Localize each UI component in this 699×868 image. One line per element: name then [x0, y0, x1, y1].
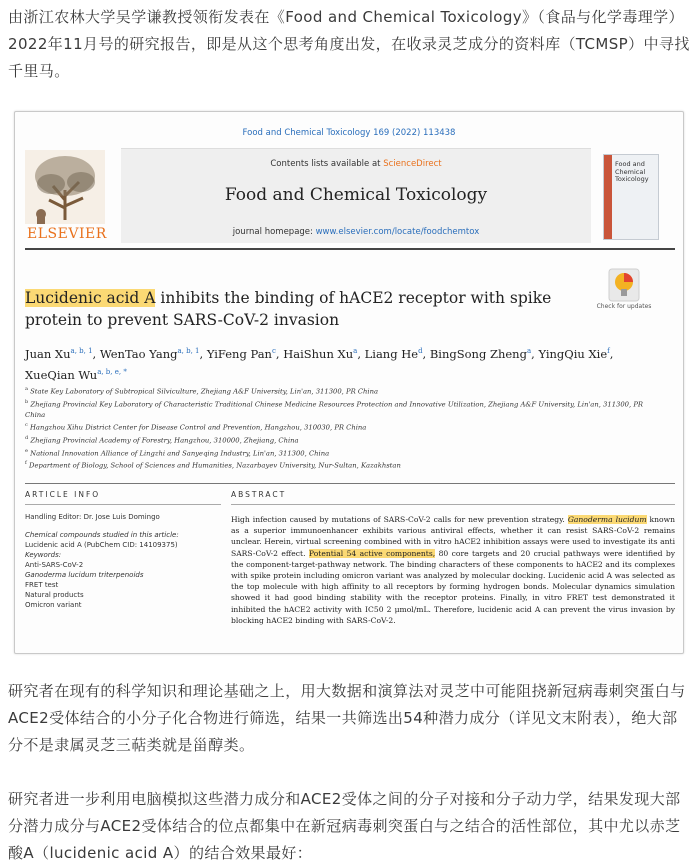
affiliation-text: Hangzhou Xihu District Center for Disease Control and Prevention, Hangzhou, 310030, PR China — [27, 423, 367, 432]
author-affiliation-mark[interactable]: a — [526, 347, 532, 355]
author-name[interactable]: HaiShun Xu — [283, 346, 354, 361]
affiliation-mark: a — [25, 386, 28, 392]
section-divider — [25, 483, 675, 484]
contents-line — [121, 159, 591, 169]
check-for-updates-icon[interactable] — [607, 267, 641, 303]
affiliation-item — [25, 458, 665, 471]
abstract-rule — [231, 504, 675, 505]
affiliation-text: National Innovation Alliance of Lingzhi and Sanyeqing Industry, Lin'an, 311300, China — [27, 448, 330, 457]
affiliation-item — [25, 397, 665, 420]
homepage-link[interactable]: www.elsevier.com/locate/foodchemtox — [315, 227, 480, 237]
journal-cover — [603, 154, 659, 240]
abstract-segment: High infection caused by mutations of SARS-CoV-2 calls for new prevention strategy. — [231, 515, 568, 524]
keyword-item: Omicron variant — [25, 601, 82, 609]
keywords-label: Keywords: — [25, 551, 62, 559]
sciencedirect-link[interactable]: ScienceDirect — [383, 159, 442, 169]
body-paragraph-3: 研究者进一步利用电脑模拟这些潜力成分和ACE2受体之间的分子对接和分子动力学，结果发现大部分潜力成分与ACE2受体结合的位点都集中在新冠病毒刺突蛋白与之结合的活性部位，其中尤以赤芝酸A（lucidenic acid A）的结合效果最好： — [8, 790, 681, 862]
author-affiliation-mark[interactable]: a, b, 1 — [70, 347, 93, 355]
affiliation-text: Department of Biology, School of Sciences and Humanities, Nazarbayev University, Nur-Sultan, Kazakhstan — [26, 461, 401, 470]
article-info-rule — [25, 504, 221, 505]
author-name[interactable]: YiFeng Pan — [206, 346, 272, 361]
keyword-item: FRET test — [25, 581, 59, 589]
article-info — [25, 512, 221, 610]
abstract-text — [231, 514, 675, 626]
author-affiliation-mark[interactable]: a, b, 1 — [177, 347, 200, 355]
author-name[interactable]: XueQian Wu — [25, 367, 98, 382]
homepage-prefix: journal homepage: — [232, 227, 316, 237]
journal-reference[interactable]: Food and Chemical Toxicology 169 (2022) 113438 — [242, 128, 456, 138]
keyword-item: Natural products — [25, 591, 84, 599]
keyword-list — [25, 560, 221, 610]
check-updates-label: Check for updates — [596, 303, 652, 310]
abstract-highlight: Potential 54 active components, — [308, 548, 436, 558]
abstract-segment: 80 core targets and 20 crucial pathways were identified by the component-target-pathway network. The binding characters of these components to hACE2 and its complexes with spike protein including omicron variant was analyzed by molecular docking. Lucidenic acid A was selected as the top molecule with high affinity to all receptors by forming hydrogen bonds. Molecular dynamics simulation showed it had good binding stability with the receptor proteins. Finally, in vitro FRET test demonstrated it inhibited the hACE2 activity with IC50 2 μmol/mL. Therefore, lucidenic acid A can prevent the virus invasion by blocking hACE2 binding with SARS-CoV-2. — [231, 548, 675, 625]
paper-screenshot — [14, 111, 684, 654]
banner-divider — [25, 248, 675, 250]
affiliation-mark: b — [25, 398, 29, 405]
author-name[interactable]: BingSong Zheng — [429, 346, 527, 361]
author-affiliation-mark[interactable]: a — [353, 347, 358, 355]
author-name[interactable]: Liang He — [364, 346, 419, 361]
affiliation-item — [25, 384, 665, 397]
compound-entry: Lucidenic acid A (PubChem CID: 14109375) — [25, 541, 178, 549]
compounds-heading: Chemical compounds studied in this article: — [25, 531, 179, 539]
cover-stripe — [604, 155, 612, 239]
abstract-segment: known as a superior immunoenhancer exhibits various antiviral effects, whether it can resist SARS-CoV-2 remains unclear. Herein, virtual screening combined with in vitro hACE2 inhibition assays were used to investigate its anti SARS-CoV-2 effect. — [231, 515, 676, 558]
author-name[interactable]: Juan Xu — [25, 346, 71, 361]
journal-banner — [25, 148, 675, 244]
article-title — [25, 287, 605, 331]
title-highlight: Lucidenic acid A — [25, 289, 156, 307]
keyword-item: Ganoderma lucidum triterpenoids — [25, 571, 144, 579]
publisher-name: ELSEVIER — [27, 226, 107, 242]
author-affiliation-mark[interactable]: c — [271, 347, 276, 355]
homepage-line — [121, 227, 591, 237]
affiliation-mark: c — [25, 422, 28, 429]
intro-paragraph: 由浙江农林大学吴学谦教授领衔发表在《Food and Chemical Toxicology》（食品与化学毒理学）2022年11月号的研究报告，即是从这个思考角度出发，在收录灵芝成分的资料库（TCMSP）中寻找千里马。 — [8, 8, 690, 80]
journal-title: Food and Chemical Toxicology — [224, 185, 488, 205]
author-name[interactable]: WenTao Yang — [99, 346, 178, 361]
handling-editor: Handling Editor: Dr. Jose Luis Domingo — [25, 513, 160, 521]
title-rest: inhibits the binding of hACE2 receptor with spike protein to prevent SARS-CoV-2 invasion — [25, 289, 552, 329]
affiliation-item — [25, 433, 665, 446]
affiliation-mark: e — [25, 447, 28, 454]
author-affiliation-mark[interactable]: a, b, e, * — [97, 367, 127, 376]
body-paragraph-2: 研究者在现有的科学知识和理论基础之上，用大数据和演算法对灵芝中可能阻挠新冠病毒刺突蛋白与ACE2受体结合的小分子化合物进行筛选，结果一共筛选出54种潜力成分（详见文末附表），绝大部分不是隶属灵芝三萜类就是甾醇类。 — [8, 682, 686, 754]
contents-prefix: Contents lists available at — [270, 159, 384, 169]
affiliation-text: Zhejiang Provincial Key Laboratory of Characteristic Traditional Chinese Medicine Resources Protection and Innovative Utilization, Zhejiang A&F University, Lin'an, 311300, PR China — [25, 400, 644, 419]
cover-title: Food and Chemical Toxicology — [615, 160, 649, 183]
author-affiliation-mark[interactable]: d — [418, 347, 423, 355]
author-list: Juan Xu$^{a, b, 1}$, WenTao Yang$^{a, b, 1}$, YiFeng Pan$^c$, HaiShun Xu$^a$, Liang He$^d$, BingSong Zheng$^a$, YingQiu Xie$^f$, XueQian $Wu^{a, b, e, *}$ — [25, 346, 614, 382]
author-name[interactable]: YingQiu Xie — [538, 346, 608, 361]
affiliation-text: State Key Laboratory of Subtropical Silviculture, Zhejiang A&F University, Lin'an, 311300, PR China — [27, 387, 379, 396]
article-info-heading: ARTICLE INFO — [25, 490, 101, 499]
affiliation-mark: d — [25, 434, 29, 441]
abstract-highlight: Ganoderma lucidum — [567, 515, 647, 524]
banner-center — [121, 148, 591, 243]
affiliation-item — [25, 420, 665, 433]
affiliation-list — [25, 384, 665, 471]
affiliation-mark: f — [25, 460, 27, 467]
affiliation-text: Zhejiang Provincial Academy of Forestry, Hangzhou, 310000, Zhejiang, China — [28, 436, 299, 445]
author-affiliation-mark[interactable]: f — [607, 347, 610, 355]
affiliation-item — [25, 446, 665, 459]
keyword-item: Anti-SARS-CoV-2 — [25, 561, 84, 569]
abstract-heading: ABSTRACT — [231, 490, 287, 499]
